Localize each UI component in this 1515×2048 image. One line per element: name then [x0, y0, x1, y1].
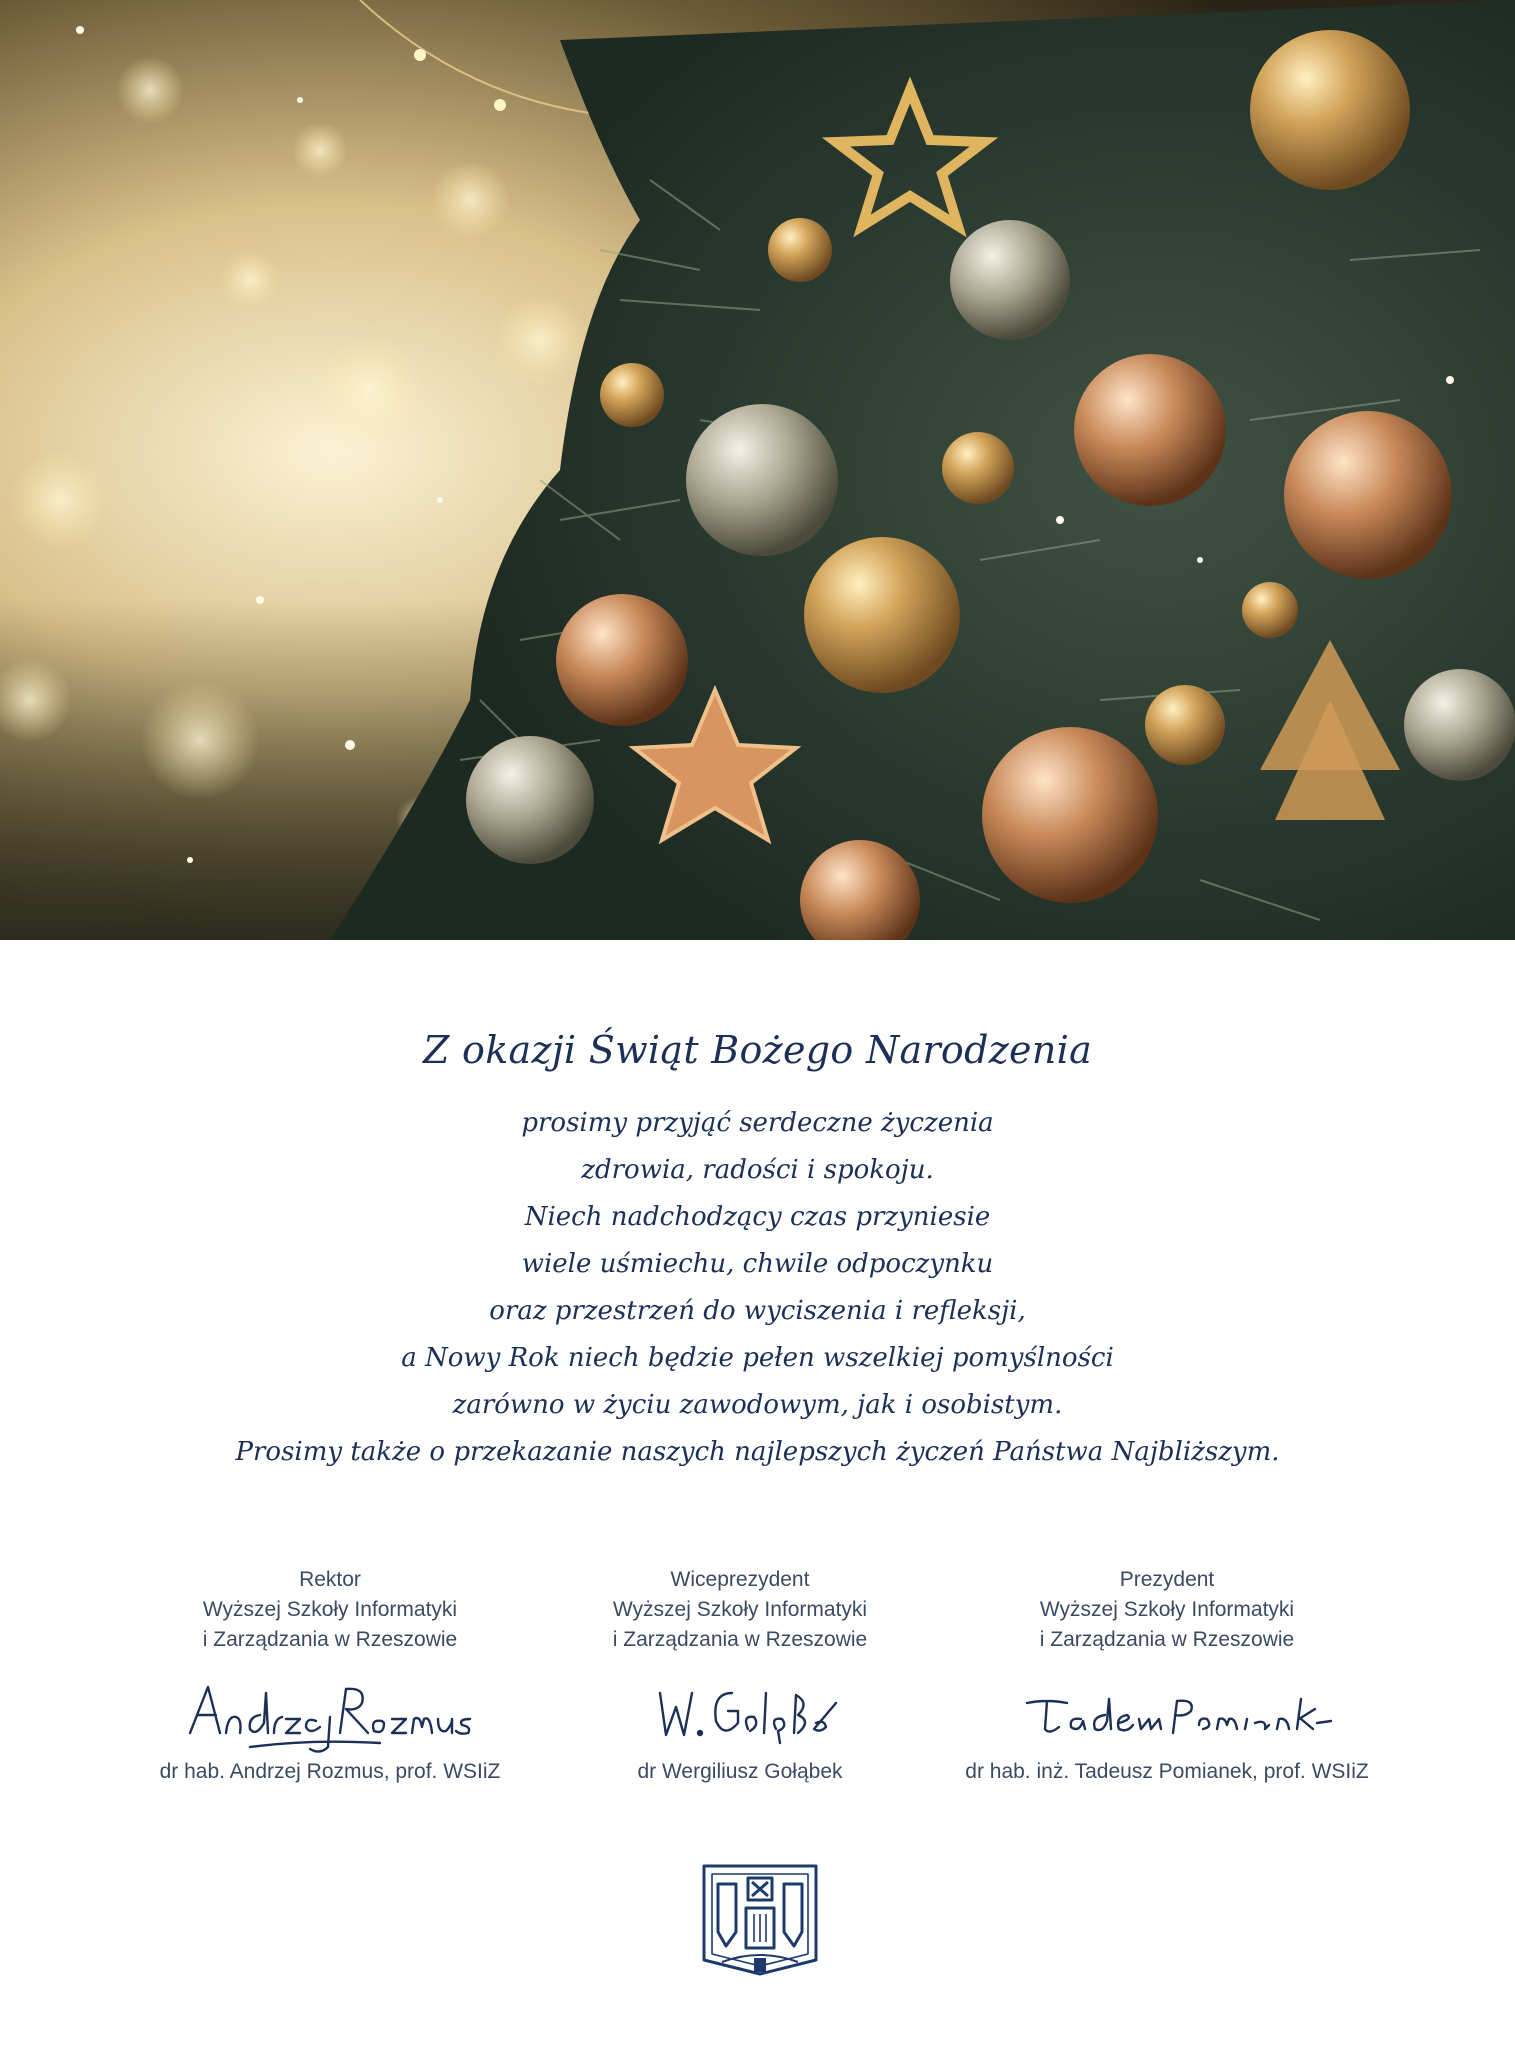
greeting-line: zarówno w życiu zawodowym, jak i osobistym. — [452, 1390, 1063, 1420]
signatory-institution: Wyższej Szkoły Informatyki — [612, 1598, 868, 1621]
greeting-line: zdrowia, radości i spokoju. — [581, 1155, 934, 1185]
signatory-name: dr Wergiliusz Gołąbek — [637, 1760, 843, 1783]
greeting-headline: Z okazji Świąt Bożego Narodzenia — [422, 1028, 1093, 1072]
signatory-institution: i Zarządzania w Rzeszowie — [612, 1628, 868, 1651]
greeting-line: oraz przestrzeń do wyciszenia i refleksji, — [489, 1296, 1026, 1326]
signatory-institution: i Zarządzania w Rzeszowie — [202, 1628, 458, 1651]
handwritten-signature — [520, 1663, 960, 1757]
handwritten-signature — [110, 1663, 550, 1757]
signatures-row — [0, 1565, 1515, 1785]
greeting-line: prosimy przyjąć serdeczne życzenia — [521, 1108, 994, 1138]
greeting-line: Prosimy także o przekazanie naszych najlepszych życzeń Państwa Najbliższym. — [235, 1437, 1280, 1467]
wsiiz-crest-icon — [700, 1862, 820, 1982]
signatory-institution: i Zarządzania w Rzeszowie — [1039, 1628, 1295, 1651]
hero-image — [0, 0, 1515, 940]
signatory-role: Rektor — [299, 1568, 361, 1591]
signatory-vice-president — [520, 1565, 960, 1787]
signatory-institution: Wyższej Szkoły Informatyki — [1039, 1598, 1295, 1621]
signatory-institution: Wyższej Szkoły Informatyki — [202, 1598, 458, 1621]
signatory-rector — [110, 1565, 550, 1787]
greeting — [0, 1020, 1515, 1476]
signatory-role: Wiceprezydent — [670, 1568, 810, 1591]
signatory-name: dr hab. inż. Tadeusz Pomianek, prof. WSIiZ — [965, 1760, 1369, 1783]
handwritten-signature — [947, 1663, 1387, 1757]
signatory-name: dr hab. Andrzej Rozmus, prof. WSIiZ — [159, 1760, 501, 1783]
greeting-line: Niech nadchodzący czas przyniesie — [524, 1202, 991, 1232]
greeting-line: wiele uśmiechu, chwile odpoczynku — [521, 1249, 994, 1279]
greeting-line: a Nowy Rok niech będzie pełen wszelkiej pomyślności — [401, 1343, 1114, 1373]
signatory-role: Prezydent — [1119, 1568, 1215, 1591]
signatory-president — [947, 1565, 1387, 1787]
